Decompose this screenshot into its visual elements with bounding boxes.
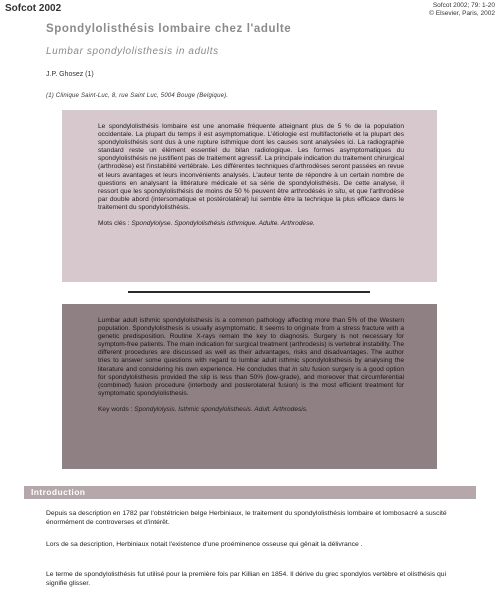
abstract-french (62, 110, 437, 282)
section-heading-bar (24, 486, 476, 499)
intro-paragraph-3: Le terme de spondylolisthésis fut utilisé pour la première fois par Killian en 1854. Il dérive du grec spondylos vertèbre et olisthésis qui signifie glisser. (46, 571, 447, 587)
journal-name: Sofcot 2002 (5, 3, 62, 14)
abstract-french-text-end: , et que l'arthrodèse par double abord (intersomatique et postérolatéral) lui semble être la technique la plus efficace dans le traitement du spondylolisthésis. (98, 187, 405, 211)
journal-reference (429, 2, 495, 18)
keywords-terms-fr: Spondylolyse. Spondylolisthésis isthmique. Adulte. Arthrodèse. (131, 220, 315, 228)
abstract-french-keywords (98, 220, 404, 228)
abstract-english-text-main: Lumbar adult isthmic spondylolisthesis is a common pathology affecting more than 5% of the Western population. Spondylolisthesis is usually asymptomatic. It seems to originate from a stress fracture with a genetic predisposition. Routine X-rays remain the key to diagnosis. Surgery is not necessary for symptom-free patients. The main indication for surgical treatment (arthrodesis) is vertebral instability. The different procedures are discussed as well as their advantages, risks and disadvantages. The author tries to answer some questions with regard to lumbar adult isthmic spondylolisthesis by analysing the literature and considering his own experience. He concludes that (98, 317, 405, 373)
intro-paragraph-2: Lors de sa description, Herbiniaux notait l'existence d'une proéminence osseuse qui gênait la délivrance . (46, 541, 363, 548)
abstract-english-keywords (98, 406, 404, 414)
keywords-terms-en: Spondylolysis. Isthmic spondylolisthesis. Adult. Arthrodesis. (134, 405, 308, 413)
abstract-english-text-end: fusion surgery is a good option for spondylolisthesis provided the slip is less than 50% (low-grade), and moreover that circumferential (combined) fusion procedure (interbody and posterolateral fusion) is the most efficient treatment for symptomatic spondylolisthesis. (98, 365, 404, 397)
author-affiliation: (1) Clinique Saint-Luc, 8, rue Saint Luc, 5004 Bouge (Belgique). (46, 93, 229, 99)
intro-paragraph-1: Depuis sa description en 1782 par l'obstétricien belge Herbiniaux, le traitement du spondylolisthésis lombaire et lombosacré a suscité énormément de controverses et d'intérêt. (46, 510, 447, 526)
abstract-english-text (98, 317, 404, 398)
article-subtitle: Lumbar spondylolisthesis in adults (46, 46, 219, 57)
section-heading-introduction: Introduction (31, 487, 86, 497)
abstract-french-text (98, 123, 404, 212)
article-title: Spondylolisthésis lombaire chez l'adulte (46, 23, 292, 35)
keywords-label-fr: Mots clés : (98, 220, 130, 228)
keywords-label-en: Key words : (98, 405, 133, 413)
abstract-french-italic: in situ (327, 187, 346, 195)
abstract-english-italic: in situ (292, 365, 310, 373)
abstract-french-text-main: Le spondylolisthésis lombaire est une anomalie fréquente atteignant plus de 5 % de la population occidentale. La plupart du temps il est asymptomatique. L'étiologie est multifactorielle et la plupart des spondylolisthésis sont dus à une rupture isthmique dont les causes sont analysées ici. La radiographie standard reste un élément essentiel du bilan radiologique. Les formes asymptomatiques du spondylolisthésis ne justifient pas de traitement agressif. La principale indication du traitement chirurgical (arthrodèse) est l'instabilité vertébrale. Les différentes techniques d'arthrodèses seront passées en revue et leurs avantages et leurs inconvénients analysés. L'auteur tente de répondre à un certain nombre de questions en analysant la littérature médicale et sa série de spondylolisthésis. De cette analyse, il ressort que les spondylolisthésis de moins de 50 % peuvent être arthrodésés (98, 123, 404, 195)
article-author: J.P. Ghosez (1) (46, 71, 94, 78)
reference-line-2: © Elsevier, Paris, 2002 (429, 10, 495, 17)
reference-line-1: Sofcot 2002; 79: 1-20 (432, 2, 495, 9)
abstract-english (62, 304, 437, 469)
abstract-divider (128, 291, 370, 293)
